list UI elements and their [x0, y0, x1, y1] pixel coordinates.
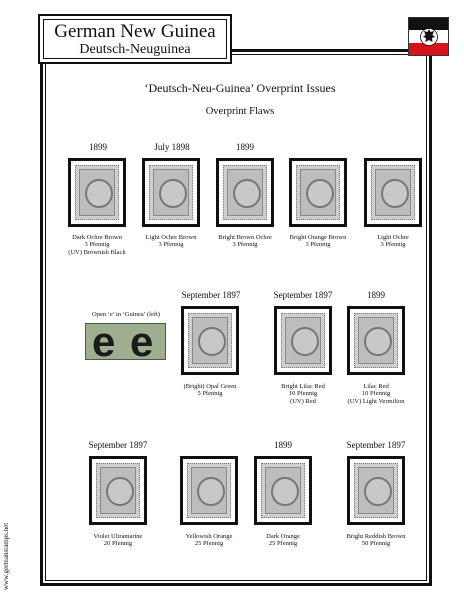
stamp-date: 1899 [236, 142, 254, 152]
caption-line: (UV) Brownish Black [68, 248, 126, 256]
subsection-title: Overprint Flaws [205, 106, 275, 117]
stamp-image [354, 313, 398, 368]
stamp-mount [180, 456, 238, 525]
stamp-caption [164, 383, 256, 398]
caption-line: Violet Ultramarine [93, 533, 143, 540]
caption-line: 25 Pfennig [268, 540, 298, 548]
stamp-mount [289, 158, 347, 227]
caption-line: (UV) Light Vermilion [347, 397, 405, 405]
page-subtitle: Deutsch-Neuguinea [79, 42, 191, 57]
caption-line: Bright Reddish Brown [346, 533, 406, 540]
stamp-date: September 1897 [88, 440, 148, 450]
flaw-letter-e: e [92, 323, 116, 360]
flaw-label: Open ‘e’ in ‘Guinea’ (left) [92, 311, 160, 318]
stamp-image [354, 463, 398, 518]
section-title: ‘Deutsch-Neu-Guinea’ Overprint Issues [144, 81, 336, 95]
caption-line: 3 Pfennig [232, 241, 258, 249]
caption-line: 20 Pfennig [103, 540, 133, 548]
stamp-date: September 1897 [181, 290, 241, 300]
stamp-image [261, 463, 305, 518]
stamp-mount [364, 158, 422, 227]
caption-line: Light Ochre Brown [145, 234, 197, 241]
stamp-date: 1899 [367, 290, 385, 300]
stamp-mount [68, 158, 126, 227]
caption-line: Dark Orange [266, 533, 300, 540]
caption-line: 10 Pfennig [288, 390, 318, 398]
open-e-flaw-closeup [85, 323, 166, 360]
stamp-date: 1899 [89, 142, 107, 152]
title-box [38, 14, 232, 64]
stamp-date: 1899 [274, 440, 292, 450]
stamp-date: September 1897 [273, 290, 333, 300]
stamp-mount [181, 306, 239, 375]
stamp-image [96, 463, 140, 518]
caption-line: Yellowish Orange [185, 533, 233, 540]
stamp-mount [274, 306, 332, 375]
stamp-image [187, 463, 231, 518]
caption-line: 10 Pfennig [361, 390, 391, 398]
imperial-german-flag-icon [408, 17, 449, 56]
stamp-caption [330, 383, 422, 405]
caption-line: 3 Pfennig [305, 241, 331, 249]
stamp-caption [237, 533, 329, 548]
stamp-image [149, 165, 193, 220]
caption-line: 5 Pfennig [197, 390, 223, 398]
caption-line: Light Ochre [377, 234, 409, 241]
stamp-date: July 1898 [154, 142, 190, 152]
flaw-letter-e: e [130, 323, 154, 360]
caption-line: Bright Brown Ochre [218, 234, 272, 241]
caption-line: 25 Pfennig [194, 540, 224, 548]
stamp-caption [347, 234, 439, 249]
stamp-image [188, 313, 232, 368]
website-url[interactable]: www.germanstamps.net [2, 522, 10, 590]
page-title: German New Guinea [54, 21, 216, 42]
stamp-mount [216, 158, 274, 227]
caption-line: Bright Orange Brown [289, 234, 347, 241]
stamp-mount [347, 456, 405, 525]
caption-line: Dark Ochre Brown [72, 234, 122, 241]
caption-line: 3 Pfennig [158, 241, 184, 249]
stamp-date: September 1897 [346, 440, 406, 450]
caption-line: 50 Pfennig [361, 540, 391, 548]
stamp-caption [72, 533, 164, 548]
caption-line: 3 Pfennig [84, 241, 110, 249]
caption-line: 3 Pfennig [380, 241, 406, 249]
stamp-mount [142, 158, 200, 227]
stamp-image [281, 313, 325, 368]
caption-line: Lilac Red [363, 383, 389, 390]
stamp-image [75, 165, 119, 220]
caption-line: Bright Lilac Red [281, 383, 325, 390]
stamp-image [223, 165, 267, 220]
caption-line: (Bright) Opal Green [183, 383, 237, 390]
stamp-image [296, 165, 340, 220]
eagle-icon [420, 26, 438, 48]
stamp-mount [89, 456, 147, 525]
stamp-mount [254, 456, 312, 525]
stamp-image [371, 165, 415, 220]
stamp-mount [347, 306, 405, 375]
stamp-caption [330, 533, 422, 548]
caption-line: (UV) Red [290, 397, 316, 405]
